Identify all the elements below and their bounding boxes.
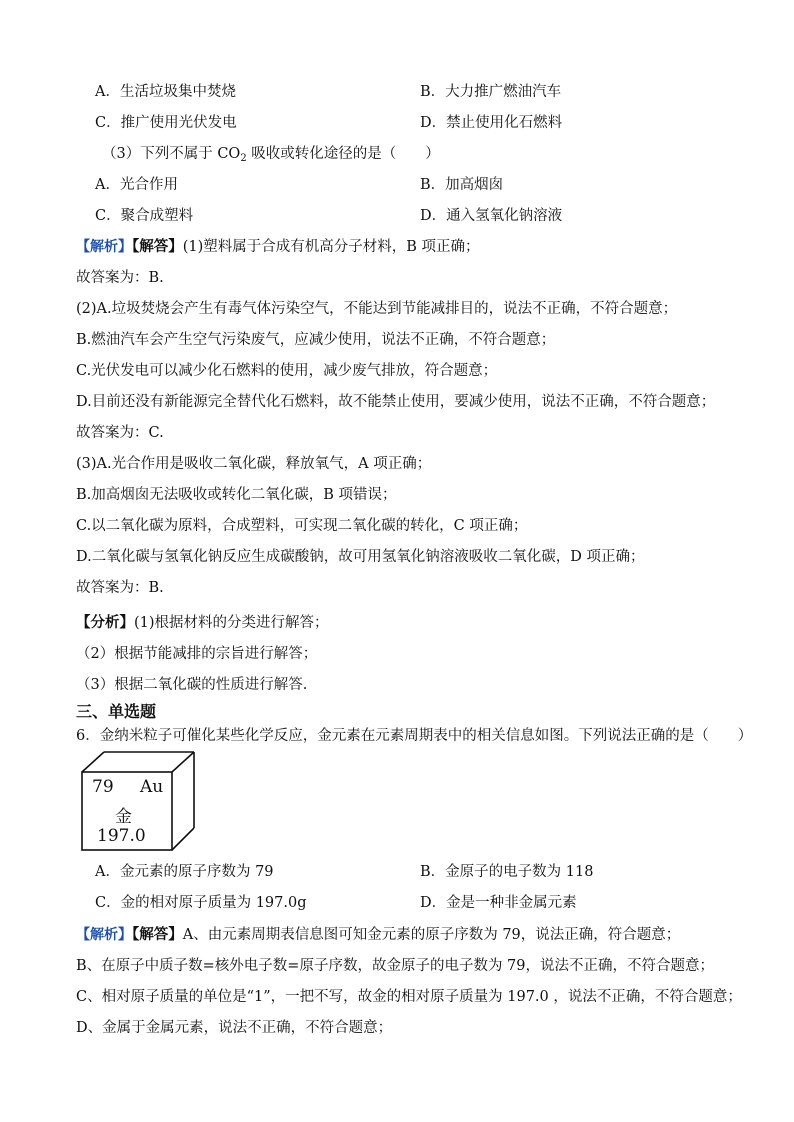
option-d: D．金是一种非金属元素 [420,895,577,911]
solution-line: 故答案为：B. [76,270,164,286]
solution-line: 【解析】【解答】(1)塑料属于合成有机高分子材料，B 项正确； [76,238,480,255]
solution-line: B.加高烟囱无法吸收或转化二氧化碳，B 项错误； [76,487,397,503]
solution-line: 【解析】【解答】A、由元素周期表信息图可知金元素的原子序数为 79，说法正确，符合题意； [76,926,681,943]
element-symbol: Au [140,777,164,797]
option-a: A．生活垃圾集中焚烧 [95,84,236,100]
analysis-line: （3）根据二氧化碳的性质进行解答. [76,677,308,693]
option-d: D．通入氢氧化钠溶液 [420,208,563,224]
question-6-stem: 6．金纳米粒子可催化某些化学反应，金元素在元素周期表中的相关信息如图。下列说法正确的是（ ） [76,728,753,744]
option-c: C．推广使用光伏发电 [95,115,237,131]
element-name: 金 [115,807,132,827]
atomic-mass: 197.0 [97,826,146,846]
answer-label: 【解答】 [132,238,183,255]
solution-line: 故答案为：C. [76,425,164,441]
analysis-line: （2）根据节能减排的宗旨进行解答； [76,646,318,662]
analysis-tag: 【解析】 [76,927,132,943]
analysis-line: 【分析】(1)根据材料的分类进行解答； [76,614,329,631]
analysis-label: 【分析】 [76,614,134,631]
analysis-tag: 【解析】 [76,239,132,255]
solution-line: C.以二氧化碳为原料，合成塑料，可实现二氧化碳的转化，C 项正确； [76,518,528,534]
option-c: C．聚合成塑料 [95,208,194,224]
option-b: B．加高烟囱 [420,177,504,193]
section-heading: 三、单选题 [76,702,157,721]
solution-line: C、相对原子质量的单位是“1”，一把不写，故金的相对原子质量为 197.0 ，说法不正确，不符合题意； [76,989,742,1005]
question-part-3-stem: （3）下列不属于 $CO_2$ 吸收或转化途径的是（ ） [102,146,440,164]
option-b: B．金原子的电子数为 118 [420,864,594,880]
option-a: A．金元素的原子序数为 79 [95,864,274,880]
solution-line: D.目前还没有新能源完全替代化石燃料，故不能禁止使用，要减少使用，说法不正确，不符合题意； [76,394,716,410]
element-tile-figure [80,750,198,852]
solution-line: (3)A.光合作用是吸收二氧化碳，释放氧气，A 项正确； [76,456,432,472]
option-d: D．禁止使用化石燃料 [420,115,563,131]
solution-line: B.燃油汽车会产生空气污染废气，应减少使用，说法不正确，不符合题意； [76,332,556,348]
option-a: A．光合作用 [95,177,178,193]
solution-line: 故答案为：B. [76,580,164,596]
atomic-number: 79 [92,777,114,797]
solution-line: (2)A.垃圾焚烧会产生有毒气体污染空气，不能达到节能减排目的，说法不正确，不符合题意； [76,301,678,317]
solution-line: C.光伏发电可以减少化石燃料的使用，减少废气排放，符合题意； [76,363,498,379]
solution-line: D、金属于金属元素，说法不正确，不符合题意； [76,1020,393,1036]
solution-line: B、在原子中质子数=核外电子数=原子序数，故金原子的电子数为 79，说法不正确，不符合题意； [76,958,715,974]
solution-line: D.二氧化碳与氢氧化钠反应生成碳酸钠，故可用氢氧化钠溶液吸收二氧化碳，D 项正确； [76,549,645,565]
answer-label: 【解答】 [132,926,183,943]
option-b: B．大力推广燃油汽车 [420,84,562,100]
option-c: C．金的相对原子质量为 197.0g [95,895,307,911]
